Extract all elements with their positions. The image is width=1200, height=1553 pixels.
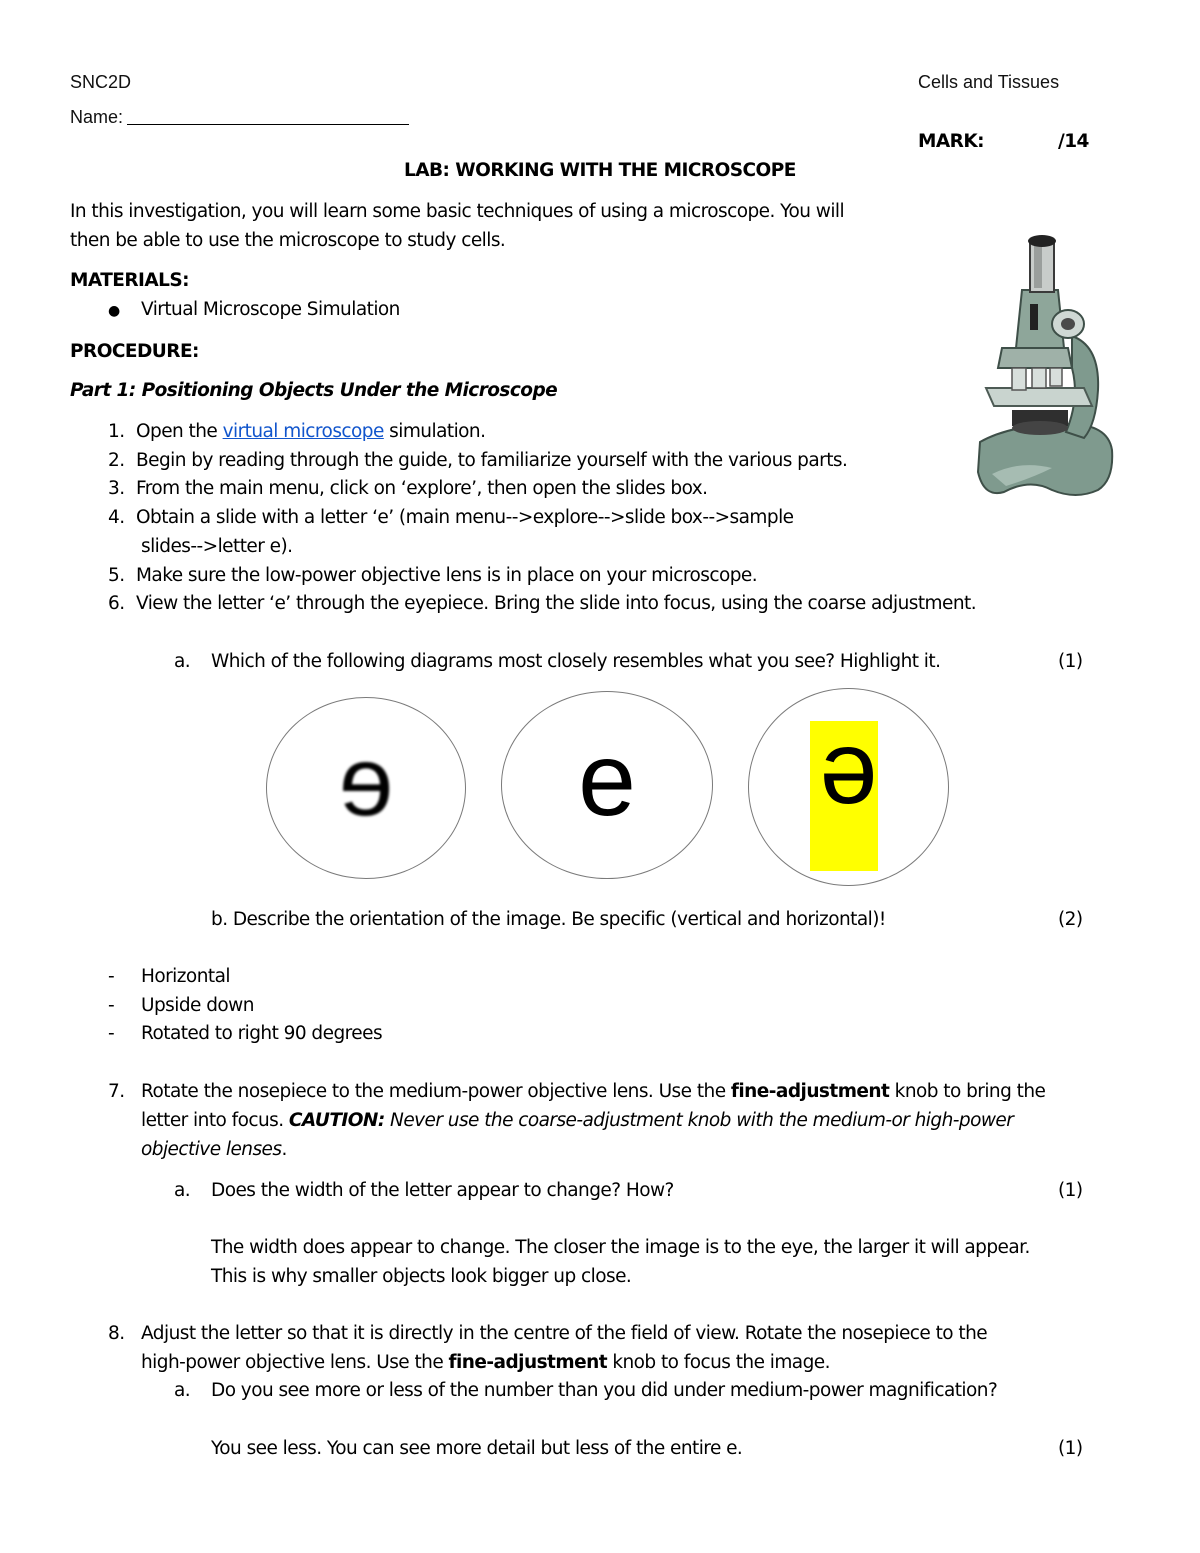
diagram-option-1[interactable]	[266, 697, 466, 879]
question-6a-marks: (1)	[1058, 651, 1083, 672]
question-label: a.	[174, 1180, 191, 1201]
step-7-line-2	[141, 1110, 1013, 1131]
answer-6b-item	[108, 995, 254, 1016]
diagram-option-2[interactable]	[501, 691, 713, 879]
question-8a-marks: (1)	[1058, 1438, 1083, 1459]
step-text: Obtain a slide with a letter ‘e’ (main menu-->explore-->slide box-->sample	[136, 507, 794, 528]
name-line	[70, 107, 409, 128]
answer-7a-line-2: This is why smaller objects look bigger up close.	[211, 1266, 632, 1287]
answer-text: Rotated to right 90 degrees	[141, 1023, 383, 1044]
virtual-microscope-link[interactable]: virtual microscope	[222, 421, 384, 442]
step-2	[108, 450, 847, 471]
answer-7a-line-1: The width does appear to change. The closer the image is to the eye, the larger it will appear.	[211, 1237, 1030, 1258]
step-text-end: knob to focus the image.	[606, 1352, 830, 1373]
course-code: SNC2D	[70, 72, 132, 92]
inverted-e-letter: e	[819, 725, 878, 841]
step-number: 4.	[108, 507, 125, 528]
name-label: Name:	[70, 107, 124, 127]
answer-6b-item	[108, 1023, 382, 1044]
answer-text: Horizontal	[141, 966, 230, 987]
normal-e-letter: e	[578, 722, 636, 838]
caution-text: Never use the coarse-adjustment knob with the medium-or high-power	[384, 1110, 1014, 1131]
step-text: Rotate the nosepiece to the medium-power objective lens. Use the	[141, 1081, 731, 1102]
step-4	[108, 507, 794, 528]
question-7a	[174, 1180, 674, 1201]
step-number: 3.	[108, 478, 125, 499]
question-text: Which of the following diagrams most closely resembles what you see? Highlight it.	[211, 651, 941, 672]
diagram-option-3[interactable]	[748, 688, 949, 886]
step-7	[108, 1081, 1045, 1102]
dash-bullet: -	[108, 1023, 115, 1044]
materials-item	[108, 299, 400, 320]
step-bold-term: fine-adjustment	[448, 1352, 607, 1373]
step-number: 8.	[108, 1323, 125, 1344]
step-8-line-2	[141, 1352, 830, 1373]
step-text: letter into focus.	[141, 1110, 289, 1131]
step-number: 7.	[108, 1081, 125, 1102]
unit-title: Cells and Tissues	[918, 72, 1060, 92]
question-8a	[174, 1380, 997, 1401]
question-label: a.	[174, 651, 191, 672]
page-title: LAB: WORKING WITH THE MICROSCOPE	[404, 160, 796, 181]
step-number: 1.	[108, 421, 125, 442]
step-4-continued: slides-->letter e).	[141, 536, 293, 557]
caution-label: CAUTION:	[288, 1110, 385, 1131]
mark-label: MARK:	[918, 131, 984, 152]
period: .	[281, 1139, 287, 1160]
step-text-end: simulation.	[383, 421, 486, 442]
step-text: Adjust the letter so that it is directly in the centre of the field of view. Rotate the nosepiece to the	[141, 1323, 988, 1344]
procedure-heading: PROCEDURE:	[70, 341, 199, 362]
dash-bullet: -	[108, 966, 115, 987]
step-number: 2.	[108, 450, 125, 471]
step-text-end: knob to bring the	[889, 1081, 1046, 1102]
step-text: From the main menu, click on ‘explore’, then open the slides box.	[136, 478, 708, 499]
name-blank[interactable]	[127, 108, 409, 125]
materials-item-label: Virtual Microscope Simulation	[141, 299, 400, 320]
step-text: high-power objective lens. Use the	[141, 1352, 449, 1373]
question-text: Does the width of the letter appear to change? How?	[211, 1180, 674, 1201]
step-text: View the letter ‘e’ through the eyepiece. Bring the slide into focus, using the coarse adjustment.	[136, 593, 977, 614]
answer-text: Upside down	[141, 995, 254, 1016]
intro-line-1: In this investigation, you will learn some basic techniques of using a microscope. You will	[70, 201, 845, 222]
question-6b-marks: (2)	[1058, 909, 1083, 930]
step-number: 6.	[108, 593, 125, 614]
microscope-illustration	[972, 228, 1120, 504]
question-7a-marks: (1)	[1058, 1180, 1083, 1201]
step-6	[108, 593, 976, 614]
answer-8a: You see less. You can see more detail but less of the entire e.	[211, 1438, 743, 1459]
question-text: Do you see more or less of the number than you did under medium-power magnification?	[211, 1380, 998, 1401]
question-6b: b. Describe the orientation of the image. Be specific (vertical and horizontal)!	[211, 909, 886, 930]
step-text: Open the	[136, 421, 223, 442]
materials-heading: MATERIALS:	[70, 270, 190, 291]
question-6a	[174, 651, 940, 672]
mirrored-e-letter: e	[338, 726, 394, 836]
step-7-line-3	[141, 1139, 287, 1160]
step-text: Make sure the low-power objective lens is in place on your microscope.	[136, 565, 758, 586]
step-number: 5.	[108, 565, 125, 586]
caution-text-end: objective lenses	[141, 1139, 282, 1160]
dash-bullet: -	[108, 995, 115, 1016]
bullet-icon: ●	[108, 303, 120, 319]
part1-heading: Part 1: Positioning Objects Under the Microscope	[70, 380, 558, 401]
intro-line-2: then be able to use the microscope to study cells.	[70, 230, 506, 251]
step-bold-term: fine-adjustment	[730, 1081, 890, 1102]
question-label: a.	[174, 1380, 191, 1401]
step-5	[108, 565, 757, 586]
mark-total: /14	[1058, 131, 1089, 152]
step-text: Begin by reading through the guide, to familiarize yourself with the various parts.	[136, 450, 848, 471]
step-3	[108, 478, 708, 499]
step-1	[108, 421, 485, 442]
step-8	[108, 1323, 987, 1344]
answer-6b-item	[108, 966, 230, 987]
